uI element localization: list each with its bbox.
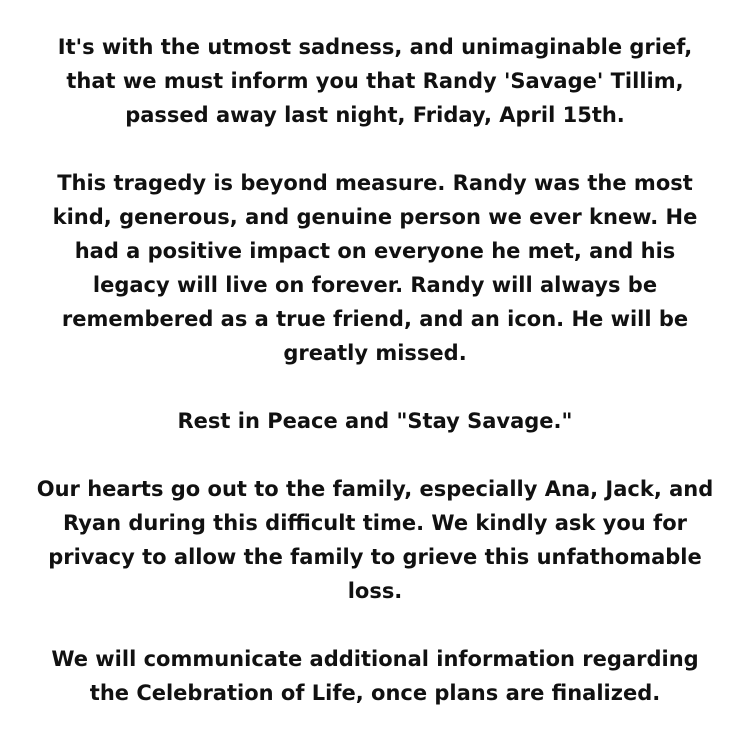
memorial-statement [0,30,750,710]
announcement-paragraph: It's with the utmost sadness, and unimaginable grief, that we must inform you that Randy 'Savage' Tillim, passed away last night, Friday, April 15th. [57,35,693,127]
tribute-paragraph: This tragedy is beyond measure. Randy was the most kind, generous, and genuine person we ever knew. He had a positive impact on everyone he met, and his legacy will live on forever. Randy will always be remembered as a true friend, and an icon. He will be greatly missed. [52,171,698,365]
family-privacy-paragraph: Our hearts go out to the family, especially Ana, Jack, and Ryan during this difficult time. We kindly ask you for privacy to allow the family to grieve this unfathomable loss. [36,477,714,603]
celebration-of-life-paragraph: We will communicate additional information regarding the Celebration of Life, once plans are finalized. [51,647,699,705]
rest-in-peace-line: Rest in Peace and "Stay Savage." [177,409,573,433]
